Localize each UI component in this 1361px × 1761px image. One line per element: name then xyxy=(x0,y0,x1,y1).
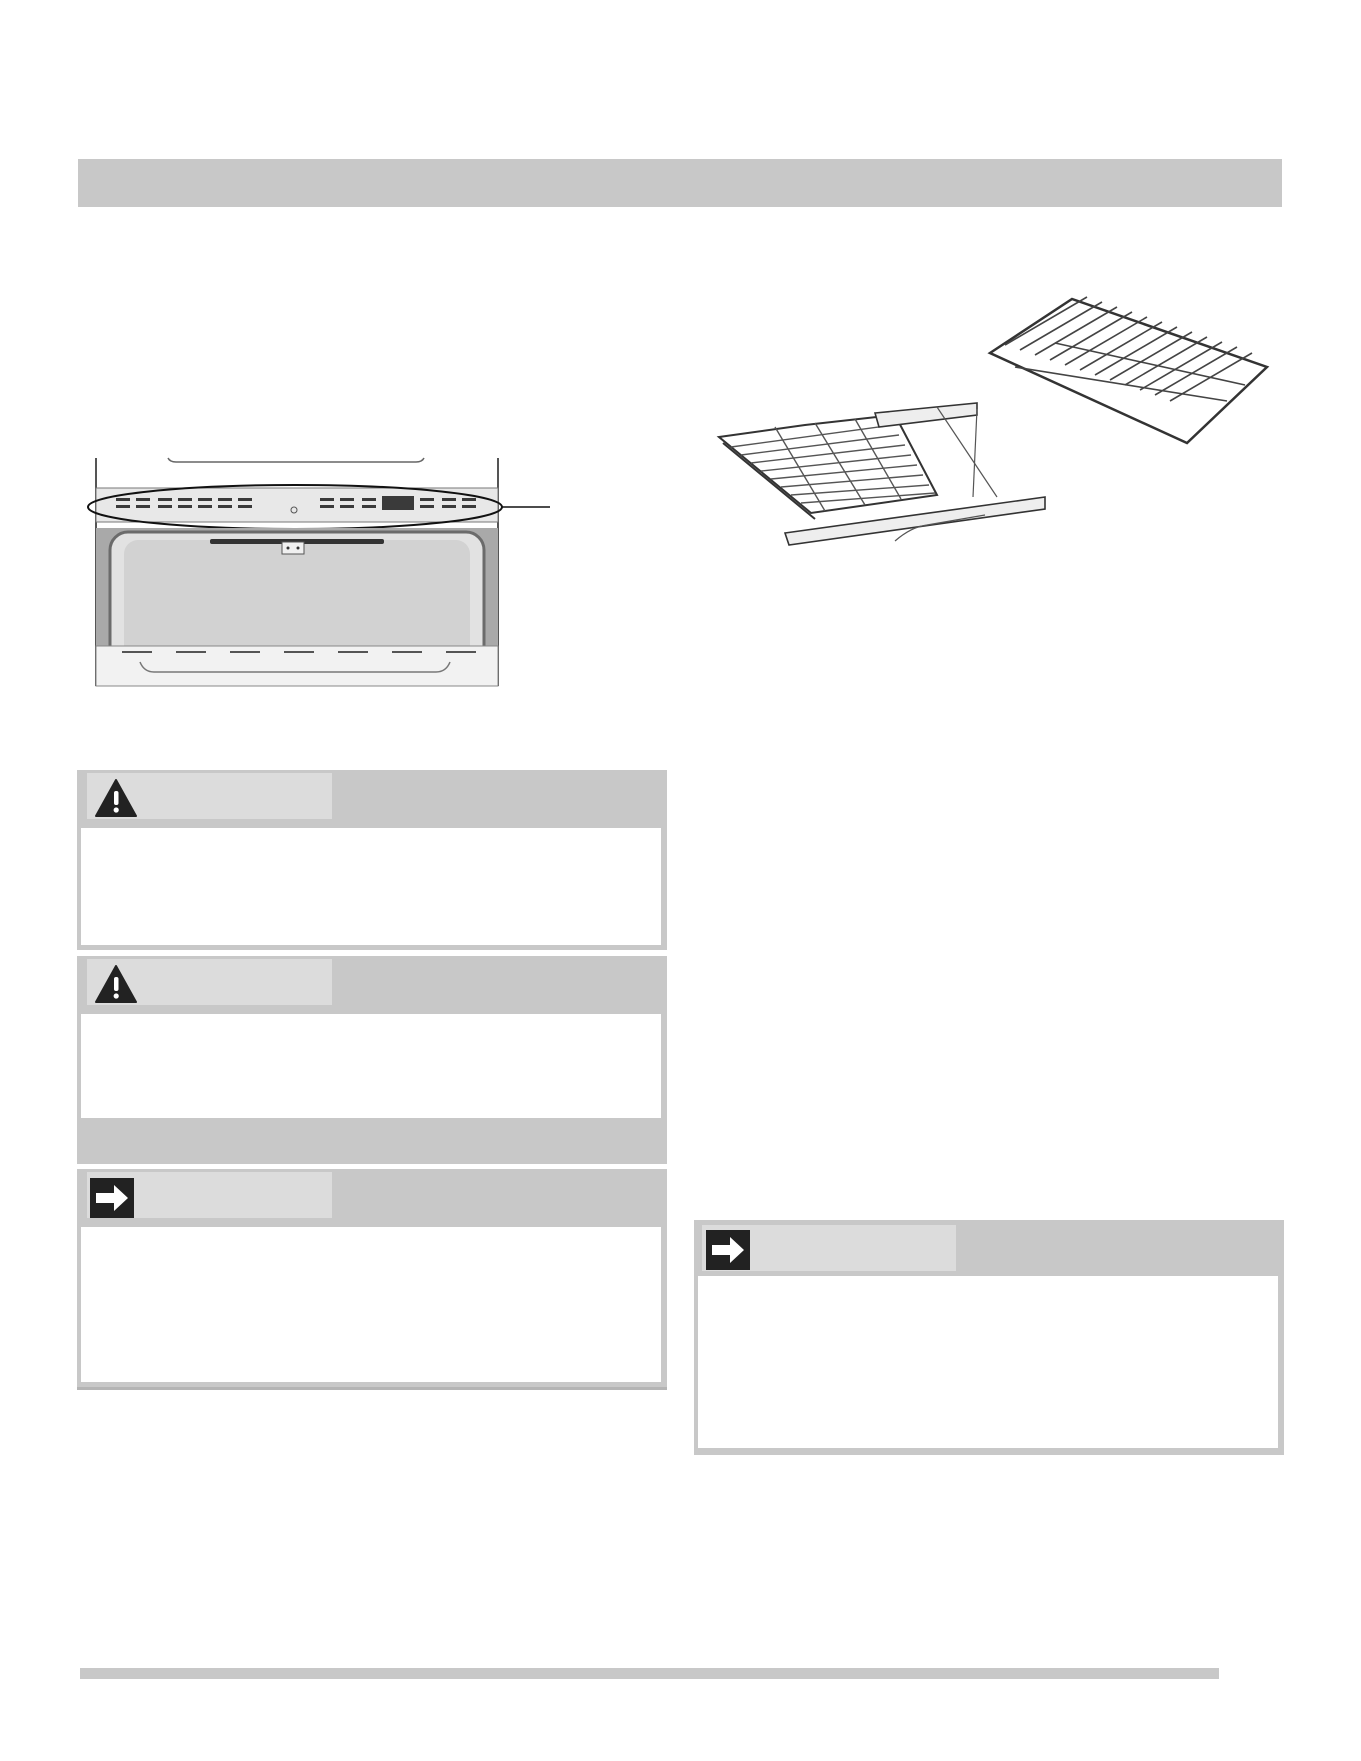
section-header-bar xyxy=(78,159,1282,207)
oven-interior-vent-illustration xyxy=(80,440,580,690)
warning-triangle-icon xyxy=(94,778,138,818)
section-divider xyxy=(77,1387,667,1390)
notice-body xyxy=(81,1227,661,1382)
warning-notice xyxy=(77,770,667,950)
oven-racks-illustration xyxy=(715,275,1305,575)
note-notice xyxy=(694,1220,1284,1455)
caution-notice xyxy=(77,956,667,1164)
notice-body xyxy=(81,1014,661,1118)
notice-body xyxy=(698,1276,1278,1448)
arrow-right-icon xyxy=(90,1178,134,1218)
warning-triangle-icon xyxy=(94,964,138,1004)
footer-bar xyxy=(80,1668,1219,1679)
arrow-right-icon xyxy=(706,1230,750,1270)
note-notice xyxy=(77,1169,667,1390)
notice-body xyxy=(81,828,661,945)
